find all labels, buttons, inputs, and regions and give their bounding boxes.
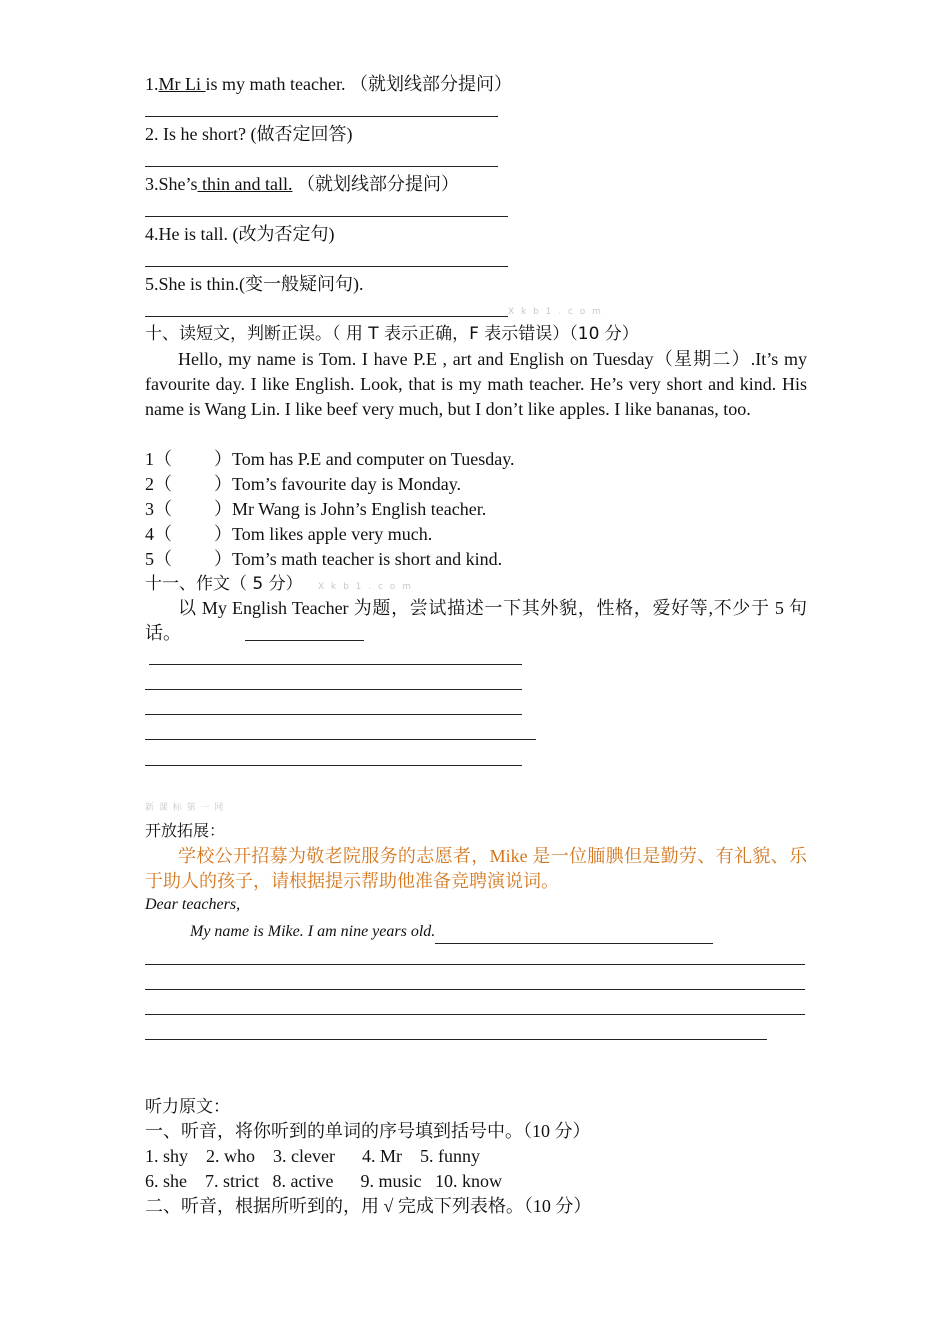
extension-heading: 开放拓展： <box>145 823 226 840</box>
speech-line-1[interactable] <box>145 964 805 965</box>
watermark: X k b 1 . c o m <box>508 307 603 317</box>
extension-prompt: 学校公开招募为敬老院服务的志愿者，Mike 是一位腼腆但是勤劳、有礼貌、乐于助人的孩子，请根据提示帮助他准备竞聘演说词。 <box>145 846 807 891</box>
statement-3: 3（ ）Mr Wang is John’s English teacher. <box>145 499 487 519</box>
watermark: 新 课 标 第 一 网 <box>145 803 225 813</box>
answer-line-4[interactable] <box>145 266 508 267</box>
question-4: 4.He is tall. (改为否定句) <box>145 224 335 244</box>
question-2: 2. Is he short? (做否定回答) <box>145 124 353 144</box>
writing-line-1[interactable] <box>149 664 522 665</box>
statement-4: 4（ ）Tom likes apple very much. <box>145 524 433 544</box>
question-3: 3.She’s thin and tall. （就划线部分提问） <box>145 174 459 194</box>
speech-line-2[interactable] <box>145 989 805 990</box>
speech-line-3[interactable] <box>145 1014 805 1015</box>
composition-title-line[interactable] <box>245 640 364 641</box>
writing-line-2[interactable] <box>145 689 522 690</box>
answer-line-1[interactable] <box>145 116 498 117</box>
listening-heading: 听力原文： <box>145 1097 230 1117</box>
statement-2: 2（ ）Tom’s favourite day is Monday. <box>145 474 462 494</box>
answer-line-2[interactable] <box>145 166 498 167</box>
letter-salutation: Dear teachers, <box>145 896 241 913</box>
section-11-heading: 十一、作文（ 5 分） <box>145 574 303 594</box>
question-5: 5.She is thin.(变一般疑问句). <box>145 274 364 294</box>
speech-line-4[interactable] <box>145 1039 767 1040</box>
writing-line-4[interactable] <box>145 739 536 740</box>
listening-part1-heading: 一、听音，将你听到的单词的序号填到括号中。（10 分） <box>145 1121 591 1141</box>
listening-words-row1: 1. shy 2. who 3. clever 4. Mr 5. funny <box>145 1146 480 1166</box>
listening-words-row2: 6. she 7. strict 8. active 9. music 10. know <box>145 1171 502 1191</box>
section-10-heading: 十、读短文，判断正误。（ 用 T 表示正确，F 表示错误）（10 分） <box>145 324 639 344</box>
writing-line-3[interactable] <box>145 714 522 715</box>
watermark: X k b 1 . c o m <box>318 582 413 592</box>
answer-line-3[interactable] <box>145 216 508 217</box>
listening-part2-heading: 二、听音，根据所听到的，用 √ 完成下列表格。（10 分） <box>145 1196 592 1216</box>
letter-starter: My name is Mike. I am nine years old. <box>190 920 713 944</box>
reading-passage: Hello, my name is Tom. I have P.E , art and English on Tuesday（星期二）.It’s my favourite day. I like English. Look, that is my math teacher. He’s very short and kind. His name is Wang Lin. I like beef very much, but I don’t like apples. I like bananas, too. <box>145 349 807 419</box>
question-1: 1.Mr Li is my math teacher. （就划线部分提问） <box>145 74 512 94</box>
statement-1: 1（ ）Tom has P.E and computer on Tuesday. <box>145 449 515 469</box>
statement-5: 5（ ）Tom’s math teacher is short and kind. <box>145 549 503 569</box>
answer-line-5[interactable] <box>145 316 508 317</box>
composition-prompt: 以 My English Teacher 为题，尝试描述一下其外貌，性格，爱好等,不少于 5 句话。 <box>145 598 807 643</box>
writing-line-5[interactable] <box>145 765 522 766</box>
